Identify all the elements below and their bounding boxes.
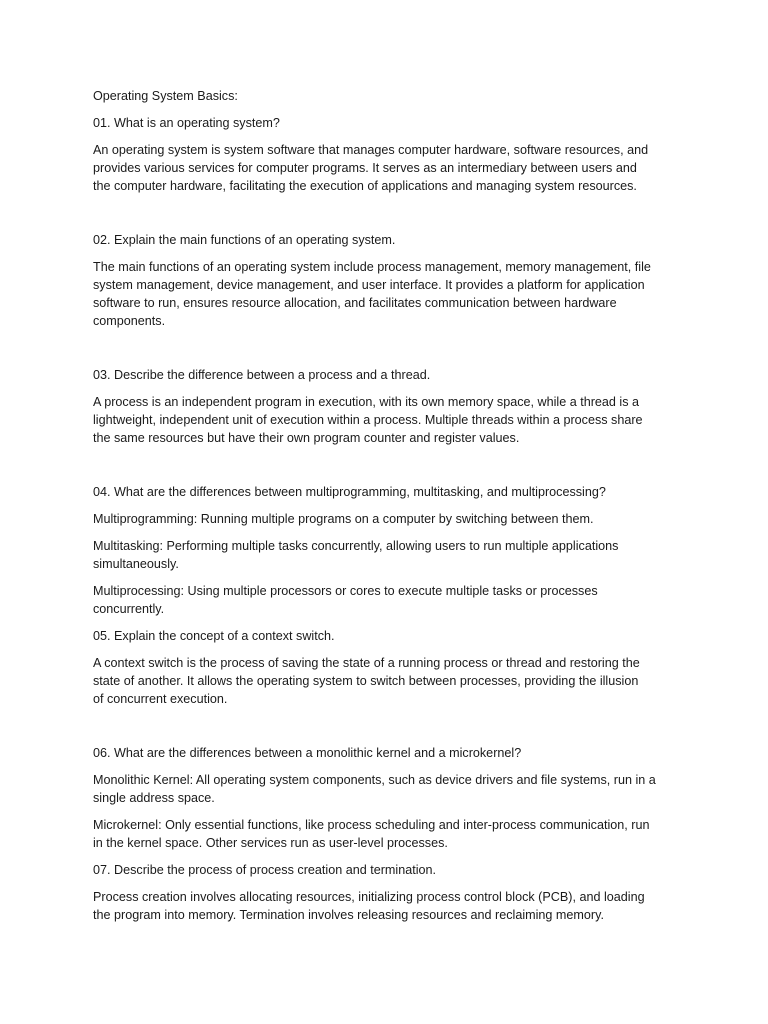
answer-line: concurrently. (93, 602, 165, 616)
answer-line: system management, device management, and user interface. It provides a platform for application (93, 278, 645, 292)
answer-line: software to run, ensures resource allocation, and facilitates communication between hardware (93, 296, 617, 310)
question-06: 06. What are the differences between a monolithic kernel and a microkernel? (93, 746, 522, 760)
answer-line: Monolithic Kernel: All operating system components, such as device drivers and file systems, run in a (93, 773, 656, 787)
answer-line: the program into memory. Termination involves releasing resources and reclaiming memory. (93, 908, 604, 922)
answer-07 (93, 888, 683, 924)
answer-05 (93, 654, 683, 708)
answer-line: state of another. It allows the operating system to switch between processes, providing the illusion (93, 674, 639, 688)
answer-line: the computer hardware, facilitating the execution of applications and managing system resources. (93, 179, 637, 193)
document-heading: Operating System Basics: (93, 89, 238, 103)
answer-line: lightweight, independent unit of execution within a process. Multiple threads within a process share (93, 413, 643, 427)
answer-03 (93, 393, 683, 447)
multiprogramming-definition: Multiprogramming: Running multiple programs on a computer by switching between them. (93, 512, 594, 526)
answer-line: in the kernel space. Other services run as user-level processes. (93, 836, 448, 850)
answer-line: the same resources but have their own program counter and register values. (93, 431, 520, 445)
multitasking-definition (93, 537, 683, 573)
answer-line: provides various services for computer programs. It serves as an intermediary between users and (93, 161, 637, 175)
answer-line: single address space. (93, 791, 215, 805)
answer-line: A context switch is the process of saving the state of a running process or thread and restoring the (93, 656, 640, 670)
answer-line: A process is an independent program in execution, with its own memory space, while a thread is a (93, 395, 640, 409)
answer-line: components. (93, 314, 166, 328)
microkernel-definition (93, 816, 683, 852)
question-04: 04. What are the differences between multiprogramming, multitasking, and multiprocessing? (93, 485, 606, 499)
question-02: 02. Explain the main functions of an operating system. (93, 233, 396, 247)
question-05: 05. Explain the concept of a context switch. (93, 629, 335, 643)
multiprocessing-definition (93, 582, 683, 618)
question-01: 01. What is an operating system? (93, 116, 280, 130)
answer-line: Multiprocessing: Using multiple processors or cores to execute multiple tasks or processes (93, 584, 598, 598)
answer-02 (93, 258, 683, 330)
answer-line: Microkernel: Only essential functions, like process scheduling and inter-process communication, run (93, 818, 650, 832)
monolithic-kernel-definition (93, 771, 683, 807)
answer-line: of concurrent execution. (93, 692, 228, 706)
answer-01 (93, 141, 683, 195)
answer-line: simultaneously. (93, 557, 179, 571)
answer-line: Multitasking: Performing multiple tasks concurrently, allowing users to run multiple applications (93, 539, 619, 553)
question-07: 07. Describe the process of process creation and termination. (93, 863, 437, 877)
answer-line: The main functions of an operating system include process management, memory management, file (93, 260, 651, 274)
answer-line: Process creation involves allocating resources, initializing process control block (PCB), and loading (93, 890, 645, 904)
answer-line: An operating system is system software that manages computer hardware, software resources, and (93, 143, 649, 157)
question-03: 03. Describe the difference between a process and a thread. (93, 368, 431, 382)
document-page (93, 87, 683, 924)
